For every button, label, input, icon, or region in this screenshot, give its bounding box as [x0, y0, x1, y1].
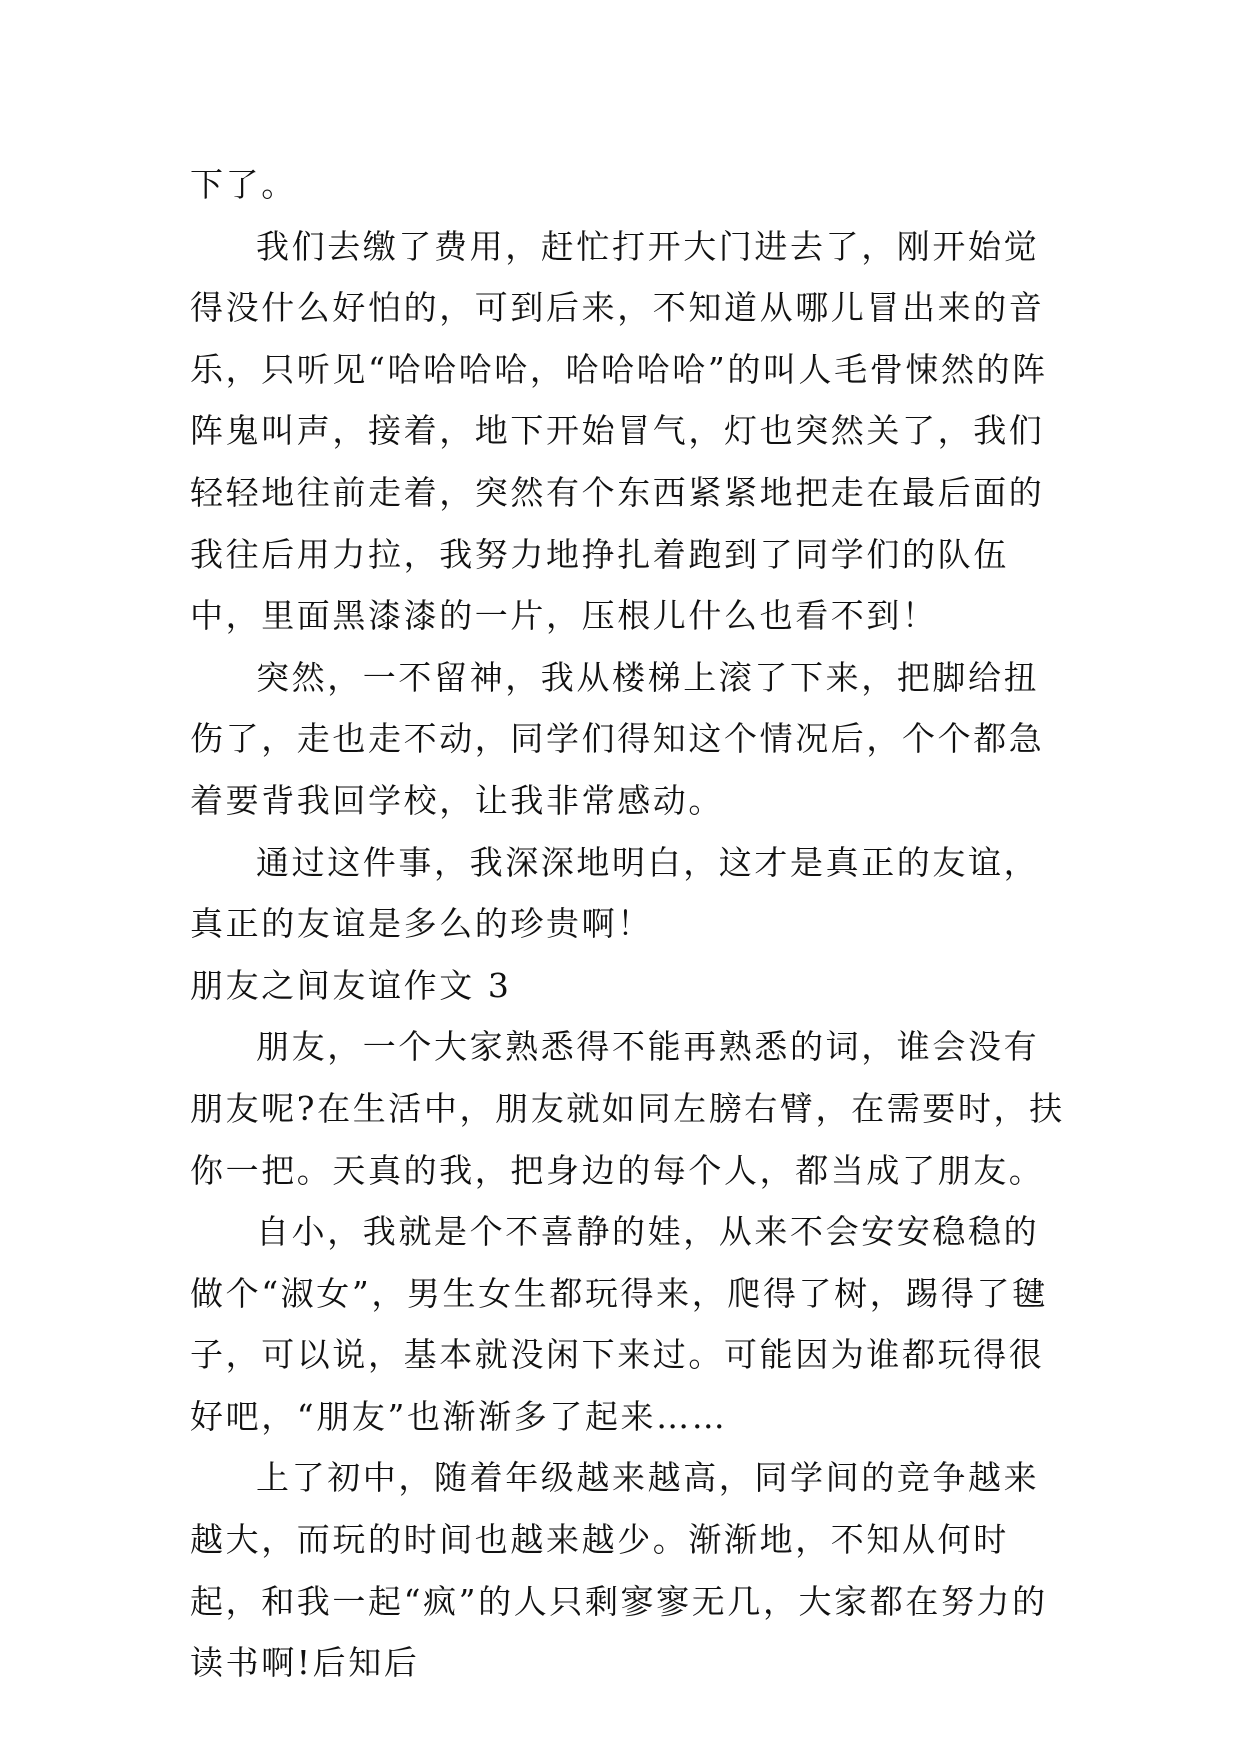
paragraph: 突然，一不留神，我从楼梯上滚了下来，把脚给扭伤了，走也走不动，同学们得知这个情况后，个个都急着要背我回学校，让我非常感动。 [190, 657, 1045, 820]
section-heading: 朋友之间友谊作文 3 [190, 965, 512, 1005]
document-body [190, 154, 1070, 1694]
paragraph: 下了。 [190, 165, 297, 204]
paragraph: 上了初中，随着年级越来越高，同学间的竞争越来越大，而玩的时间也越来越少。渐渐地，不知从何时起，和我一起“疯”的人只剩寥寥无几，大家都在努力的读书啊!后知后 [190, 1458, 1048, 1683]
paragraph: 通过这件事，我深深地明白，这才是真正的友谊，真正的友谊是多么的珍贵啊！ [190, 842, 1040, 944]
paragraph: 我们去缴了费用，赶忙打开大门进去了，刚开始觉得没什么好怕的，可到后来，不知道从哪儿冒出来的音乐，只听见“哈哈哈哈，哈哈哈哈”的叫人毛骨悚然的阵阵鬼叫声，接着，地下开始冒气，灯也突然关了，我们轻轻地往前走着，突然有个东西紧紧地把走在最后面的我往后用力拉，我努力地挣扎着跑到了同学们的队伍中，里面黑漆漆的一片，压根儿什么也看不到！ [190, 226, 1048, 636]
paragraph: 自小，我就是个不喜静的娃，从来不会安安稳稳的做个“淑女”，男生女生都玩得来，爬得了树，踢得了毽子，可以说，基本就没闲下来过。可能因为谁都玩得很好吧，“朋友”也渐渐多了起来…… [190, 1212, 1048, 1436]
paragraph: 朋友，一个大家熟悉得不能再熟悉的词，谁会没有朋友呢?在生活中，朋友就如同左膀右臂，在需要时，扶你一把。天真的我，把身边的每个人，都当成了朋友。 [190, 1027, 1065, 1190]
